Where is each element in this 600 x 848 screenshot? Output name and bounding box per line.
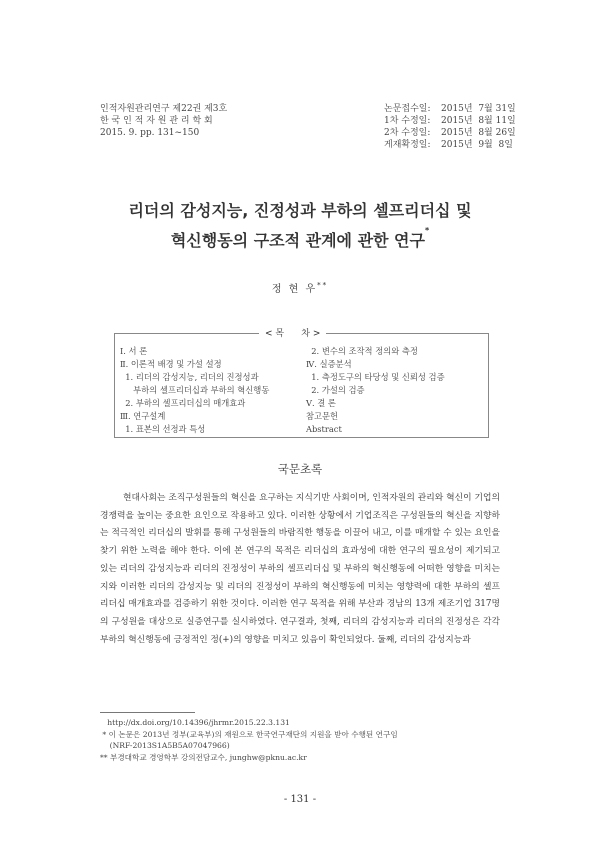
- paper-title-line-2: 혁신행동의 구조적 관계에 관한 연구*: [170, 226, 430, 250]
- toc-item: 2. 가설의 검증: [306, 385, 365, 395]
- toc-right-column: [306, 345, 445, 436]
- doi-link[interactable]: http://dx.doi.org/10.14396/jhrmr.2015.22.3.131: [100, 718, 290, 727]
- author-footnote-mark: **: [317, 281, 329, 290]
- author-name: 정 현 우: [271, 284, 318, 295]
- toc-item: 1. 측정도구의 타당성 및 신뢰성 검증: [306, 372, 445, 382]
- author-affiliation: ** 부경대학교 경영학부 강의전담교수, junghw@pknu.ac.kr: [100, 752, 307, 762]
- paper-title-line-1: 리더의 감성지능, 진정성과 부하의 셀프리더십 및: [128, 201, 472, 220]
- submission-dates: [384, 103, 516, 151]
- toc-item: 참고문헌: [306, 411, 339, 421]
- toc-item: Ⅴ. 결 론: [306, 398, 336, 408]
- toc-title: < 목 차 >: [259, 326, 326, 339]
- date-row: 게재확정일: 2015년 9월 8일: [384, 140, 513, 150]
- footnote-divider: [100, 712, 195, 713]
- date-row: 논문접수일: 2015년 7월 31일: [384, 104, 516, 114]
- date-row: 1차 수정일: 2015년 8월 11일: [384, 116, 516, 126]
- journal-info: [100, 103, 227, 139]
- date-row: 2차 수정일: 2015년 8월 26일: [384, 128, 516, 138]
- abstract-paragraph: 현대사회는 조직구성원들의 혁신을 요구하는 지식기반 사회이며, 인적자원의 관리와 혁신이 기업의 경쟁력을 높이는 중요한 요인으로 작용하고 있다. 이러한 상황에서 기업조직은 구성원들의 혁신을 지향하는 적극적인 리더십의 발휘를 통해 구성원들의 바람직한 행동을 이끌어 내고, 이를 매개할 수 있는 요인을 찾기 위한 노력을 해야 한다. 이에 본 연구의 목적은 리더십의 효과성에 대한 연구의 필요성이 제기되고 있는 리더의 감성지능과 리더의 진정성이 부하의 셀프리더십 및 부하의 혁신행동에 어떠한 영향을 미치는지와 이러한 리더의 감성지능 및 리더의 진정성이 부하의 혁신행동에 미치는 영향력에 대한 부하의 셀프리더십 매개효과를 검증하기 위한 것이다. 이러한 연구 목적을 위해 부산과 경남의 13개 제조기업 317명의 구성원을 대상으로 실증연구를 실시하였다. 연구결과, 첫째, 리더의 감성지능과 리더의 진정성은 각각 부하의 혁신행동에 긍정적인 정(+)의 영향을 미치고 있음이 확인되었다. 둘째, 리더의 감성지능과: [100, 493, 500, 645]
- funding-note: * 이 논문은 2013년 정부(교육부)의 재원으로 한국연구재단의 지원을 받아 수행된 연구임: [100, 729, 398, 739]
- grant-number: (NRF-2013S1A5B5A07047966): [100, 741, 230, 750]
- page-number: - 131 -: [283, 794, 317, 805]
- toc-item: Ⅱ. 이론적 배경 및 가설 설정: [120, 359, 222, 369]
- toc-left-column: [120, 345, 269, 436]
- toc-item: Abstract: [306, 424, 342, 434]
- toc-item: 2. 부하의 셀프리더십의 매개효과: [120, 398, 246, 408]
- toc-item: 2. 변수의 조작적 정의와 측정: [306, 346, 418, 356]
- toc-item: Ⅳ. 실증분석: [306, 359, 352, 369]
- toc-item: Ⅲ. 연구설계: [120, 411, 166, 421]
- toc-item: 1. 리더의 감성지능, 리더의 진정성과: [120, 372, 259, 382]
- toc-item: Ⅰ. 서 론: [120, 346, 148, 356]
- title-footnote-mark: *: [424, 226, 430, 235]
- author: [0, 280, 600, 295]
- society-name: 한 국 인 적 자 원 관 리 학 회: [100, 116, 213, 126]
- abstract-heading: 국문초록: [277, 462, 323, 476]
- footnotes: [100, 717, 500, 763]
- abstract-body: [100, 490, 500, 649]
- toc-item: 부하의 셀프리더십과 부하의 혁신행동: [120, 385, 270, 395]
- issue-pages: 2015. 9. pp. 131~150: [100, 128, 200, 138]
- toc-item: 1. 표본의 선정과 특성: [120, 424, 206, 434]
- journal-name: 인적자원관리연구 제22권 제3호: [100, 104, 228, 114]
